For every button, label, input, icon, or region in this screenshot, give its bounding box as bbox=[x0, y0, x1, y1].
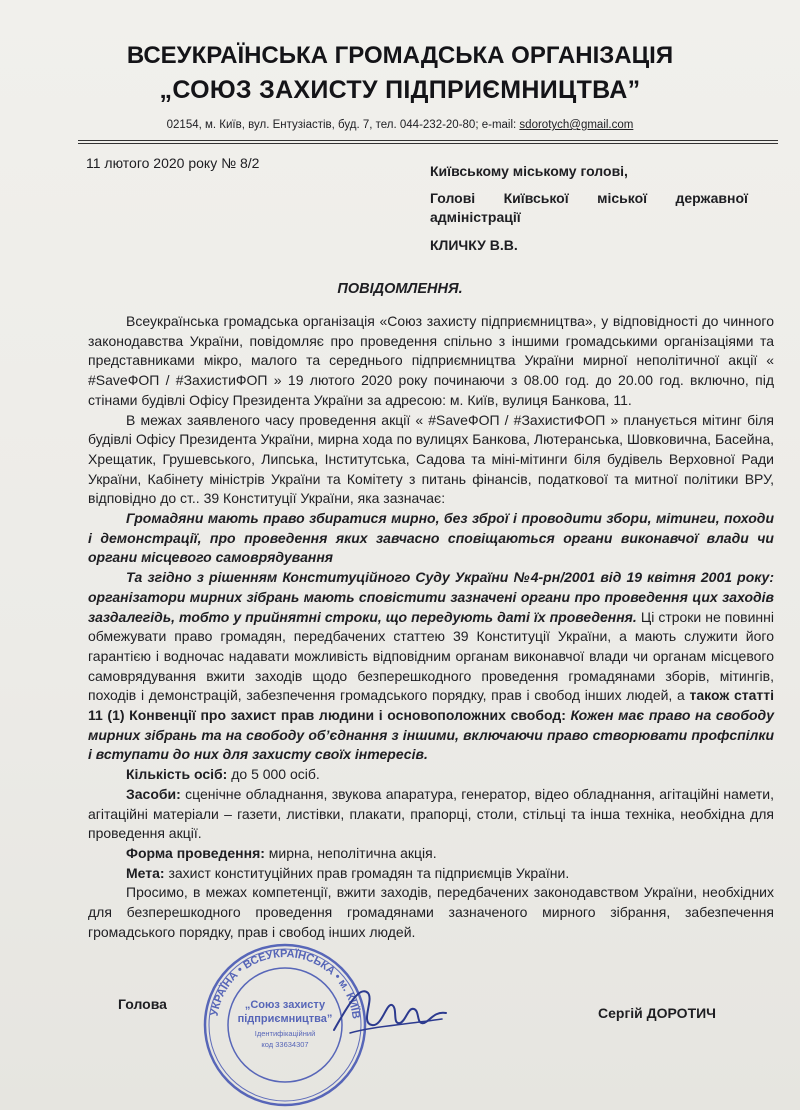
event-goal-value: захист конституційних прав громадян та підприємців України. bbox=[164, 864, 570, 881]
header-divider-top bbox=[78, 140, 778, 141]
means-value: сценічне обладнання, звукова апаратура, генератор, відео обладнання, агітаційні намети, агітаційні матеріали – газети, листівки, плакати, прапорці, столи, стільці та інша техніка, необхідна для проведення акції. bbox=[88, 785, 774, 842]
handwritten-signature bbox=[330, 975, 450, 1045]
participants-count-value: до 5 000 осіб. bbox=[227, 766, 320, 783]
paragraph-request: Просимо, в межах компетенції, вжити заходів, передбачених законодавством України, необхідних для безперешкодного проведення громадянами зазначеного мирного зібрання, забезпечення громадського порядку, прав і свобод інших людей. bbox=[88, 884, 774, 940]
addressee-name: КЛИЧКУ В.В. bbox=[430, 237, 518, 253]
participants-count-label: Кількість осіб: bbox=[126, 766, 228, 783]
court-decision-text: Ці строки не повинні обмежувати право громадян, передбачених статтею 39 Конституції України, а мають служити його гарантією і водночас надавати можливість відповідним органам виконавчої влади чи органам місцевого самоврядування вжити заходів щодо безперешкодного проведення громадянами зборів, мітингів, походів і демонстрацій, забезпечення громадського порядку, прав і свобод інших людей, а bbox=[88, 608, 775, 704]
addressee-line2 bbox=[430, 189, 748, 227]
signer-name: Сергій ДОРОТИЧ bbox=[598, 1005, 717, 1021]
stamp-inner-line3: Ідентифікаційний bbox=[254, 1029, 316, 1038]
means-label: Засоби: bbox=[126, 785, 181, 802]
paragraph-route: В межах заявленого часу проведення акції « #SaveФОП / #ЗахистиФОП » планується мітинг біля будівлі Офісу Президента України, мирна хода по вулицях Банкова, Лютеранська, Шовковична, Басейна, Хрещатик, Грушевського, Липська, Інститутська, Садова та міні-мітинги біля будівель Верховної Ради України, Кабінету міністрів України та Комітету з питань фінансів, податкової та митної політики ВРУ, відповідно до ст.. 39 Конституції України, яка зазначає: bbox=[88, 411, 774, 507]
header-divider-bottom bbox=[78, 143, 778, 144]
paragraph-constitution-quote: Громадяни мають право збиратися мирно, без зброї і проводити збори, мітинги, походи і демонстрації, про проведення яких завчасно сповіщаються органи виконавчої влади чи органи місцевого самоврядування bbox=[88, 510, 774, 566]
paragraph-court-decision bbox=[88, 568, 774, 765]
addressee-word: міської bbox=[597, 190, 648, 206]
stamp-inner-line1: „Союз захисту bbox=[244, 999, 326, 1011]
event-form bbox=[88, 844, 774, 864]
addressee-line1: Київському міському голові, bbox=[430, 163, 628, 179]
stamp-inner-line2: підприємництва” bbox=[237, 1013, 333, 1025]
participants-count bbox=[88, 765, 774, 785]
event-form-label: Форма проведення: bbox=[126, 844, 265, 861]
org-address bbox=[0, 119, 800, 131]
paragraph-intro: Всеукраїнська громадська організація «Союз захисту підприємництва», у відповідності до чинного законодавства України, повідомляє про проведення спільно з іншими громадськими організаціями та представниками мікро, малого та середнього підприємництва України мирної неполітичної акції « #SaveФОП / #ЗахистиФОП » 19 лютого 2020 року починаючи з 08.00 год. до 20.00 год. включно, під стінами будівлі Офісу Президента України за адресою: м. Київ, вулиця Банкова, 11. bbox=[88, 313, 774, 408]
signer-position: Голова bbox=[118, 996, 167, 1012]
convention-reference: також статті 11 (1) Конвенції про захист прав людини і основоположних свобод: bbox=[88, 687, 774, 724]
org-name-line1: ВСЕУКРАЇНСЬКА ГРОМАДСЬКА ОРГАНІЗАЦІЯ bbox=[126, 42, 674, 69]
addressee-word: державної bbox=[675, 190, 748, 206]
court-decision-quote: Та згідно з рішенням Конституційного Суду України №4-рн/2001 від 19 квітня 2001 року: організатори мирних зібрань мають сповістити зазначені органи про проведення цих заходів заздалегідь, тобто у прийнятні строки, що передують даті їх проведення. bbox=[88, 569, 774, 625]
document-title: ПОВІДОМЛЕННЯ. bbox=[337, 281, 463, 297]
address-text: 02154, м. Київ, вул. Ентузіастів, буд. 7, тел. 044-232-20-80; e-mail: bbox=[166, 119, 520, 131]
event-goal bbox=[88, 864, 774, 884]
stamp-outer-text: УКРАЇНА • ВСЕУКРАЇНСЬКА • м. КИЇВ bbox=[208, 947, 362, 1020]
addressee-word: Голові bbox=[430, 190, 476, 206]
addressee-word: Київської bbox=[503, 190, 569, 206]
document-body bbox=[88, 312, 774, 943]
convention-quote: Кожен має право на свободу мирних зібрань та на свободу об’єднання з іншими, включаючи право створювати профспілки і вступати до них для захисту своїх інтересів. bbox=[88, 707, 774, 763]
org-name-line2: „СОЮЗ ЗАХИСТУ ПІДПРИЄМНИЦТВА” bbox=[159, 76, 641, 104]
event-form-value: мирна, неполітична акція. bbox=[264, 844, 437, 861]
email-link[interactable]: sdorotych@gmail.com bbox=[519, 119, 634, 131]
addressee-line2-tail: адміністрації bbox=[430, 209, 521, 225]
means-list bbox=[88, 785, 774, 844]
event-goal-label: Мета: bbox=[126, 864, 165, 881]
date-and-number: 11 лютого 2020 року № 8/2 bbox=[86, 155, 260, 171]
stamp-inner-line4: код 33634307 bbox=[261, 1040, 309, 1049]
